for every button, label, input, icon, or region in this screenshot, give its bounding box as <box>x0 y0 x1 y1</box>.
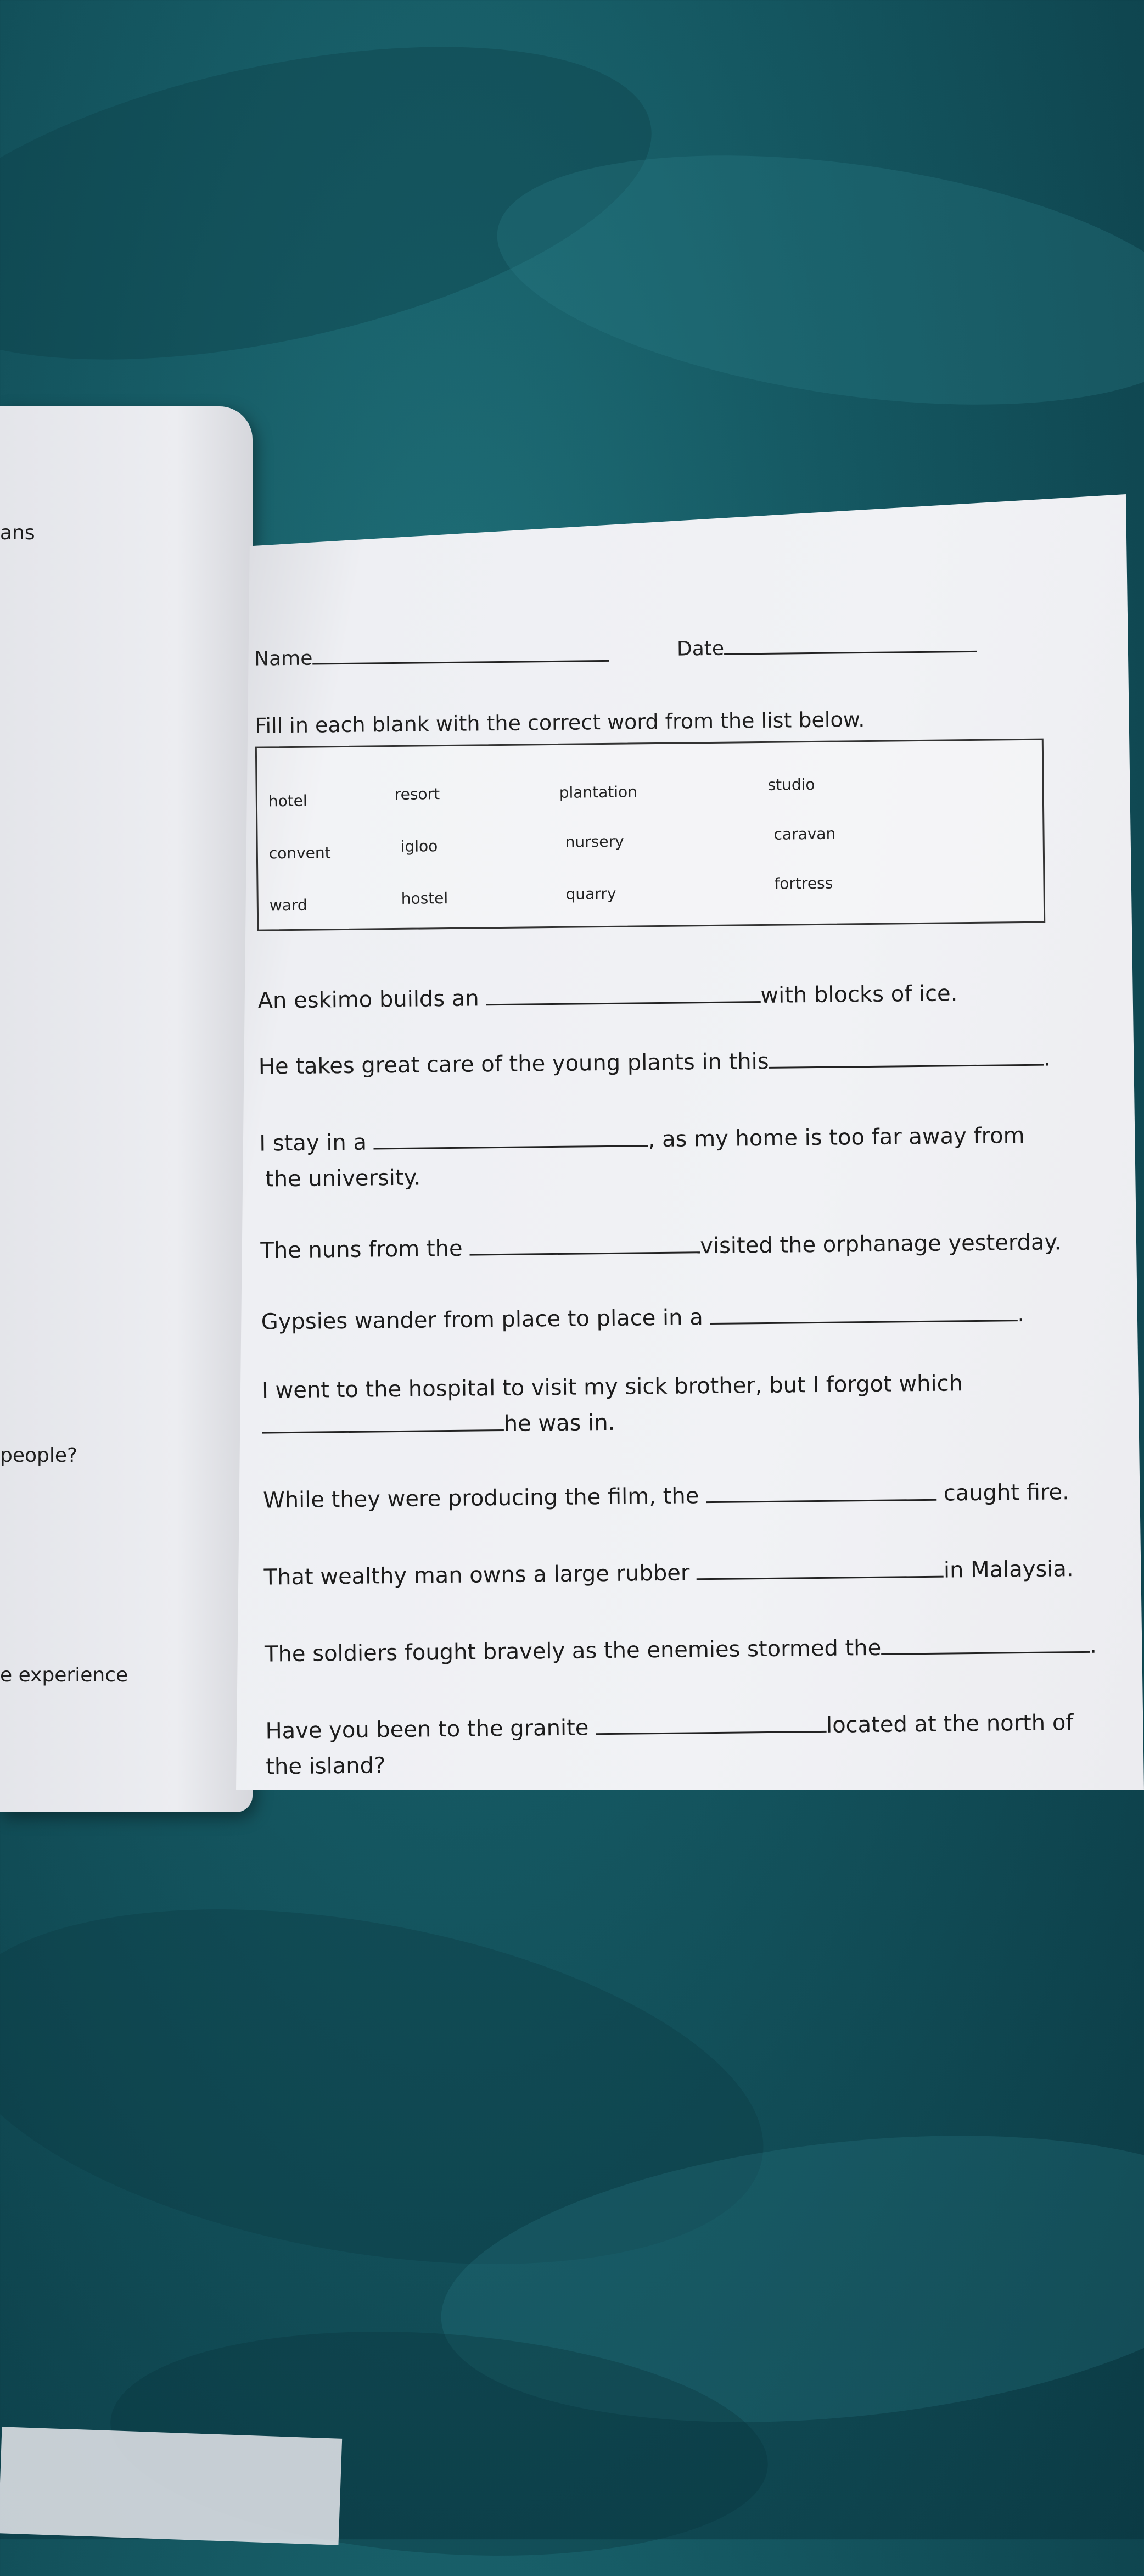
word-list-item: hotel <box>268 791 307 811</box>
sentence-text: He takes great care of the young plants in this <box>258 1048 769 1080</box>
word-list-item: caravan <box>773 824 836 843</box>
sentence-text: That wealthy man owns a large rubber <box>263 1560 690 1590</box>
sentence-text: caught fire. <box>943 1479 1070 1506</box>
sentence-text: . <box>1017 1301 1025 1327</box>
word-list-item: convent <box>268 843 331 863</box>
word-list-item: studio <box>767 775 815 794</box>
answer-blank <box>706 1499 936 1503</box>
answer-blank <box>486 1001 761 1005</box>
sentence-7 <box>263 1479 1069 1513</box>
name-field <box>254 644 609 670</box>
answer-blank <box>697 1575 944 1580</box>
word-list-item: fortress <box>774 874 833 893</box>
left-page-fragment: ans <box>0 522 35 544</box>
sentence-8 <box>263 1556 1073 1590</box>
sentence-1 <box>257 981 957 1013</box>
sentence-6: I went to the hospital to visit my sick brother, but I forgot which <box>261 1371 963 1404</box>
word-list-item: hostel <box>401 889 448 908</box>
answer-blank <box>374 1144 648 1149</box>
sentence-text: Gypsies wander from place to place in a <box>261 1305 703 1335</box>
sentence-text: located at the north of <box>826 1710 1074 1738</box>
sentence-text: . <box>1089 1633 1097 1658</box>
sentence-4 <box>260 1230 1061 1263</box>
sentence-text: visited the orphanage yesterday. <box>700 1230 1062 1259</box>
date-blank <box>724 650 977 655</box>
word-list-item: igloo <box>400 837 438 856</box>
sentence-6-line-2 <box>262 1410 615 1439</box>
sentence-text: , as my home is too far away from <box>648 1123 1025 1153</box>
sentence-text: in Malaysia. <box>943 1556 1074 1583</box>
answer-blank <box>596 1730 826 1735</box>
sentence-5 <box>261 1301 1025 1335</box>
sentence-text: An eskimo builds an <box>257 986 479 1014</box>
sentence-3 <box>259 1123 1025 1156</box>
word-list-item: plantation <box>559 783 638 802</box>
left-page-fragment: e experience <box>0 1664 128 1686</box>
underlying-page-corner <box>0 2427 342 2545</box>
sentence-2 <box>259 1046 1051 1080</box>
sentence-text: he was in. <box>503 1410 615 1437</box>
answer-blank <box>262 1429 504 1434</box>
word-list-item: nursery <box>565 832 624 851</box>
sentence-text: . <box>1043 1046 1051 1071</box>
word-list-item: ward <box>269 896 307 915</box>
left-facing-page <box>0 406 253 1812</box>
sentence-10 <box>265 1710 1073 1744</box>
name-label: Name <box>254 647 313 670</box>
worksheet-content <box>236 485 1144 1790</box>
sentence-text: The soldiers fought bravely as the enemies stormed the <box>264 1635 882 1667</box>
date-field <box>677 635 977 661</box>
sentence-3-line-2: the university. <box>265 1165 421 1192</box>
word-list-box <box>255 739 1045 931</box>
date-label: Date <box>676 637 725 661</box>
sentence-9 <box>265 1633 1097 1667</box>
sentence-text: While they were producing the film, the <box>262 1483 699 1513</box>
sentence-text: The nuns from the <box>260 1236 463 1264</box>
sentence-text: with blocks of ice. <box>760 981 958 1009</box>
sentence-text: I stay in a <box>259 1130 367 1156</box>
answer-blank <box>469 1251 700 1255</box>
sentence-10-line-2: the island? <box>266 1753 386 1780</box>
answer-blank <box>881 1651 1090 1655</box>
answer-blank <box>710 1319 1018 1325</box>
word-list-item: quarry <box>565 884 616 903</box>
answer-blank <box>769 1064 1044 1069</box>
word-list-item: resort <box>394 785 440 804</box>
sentence-text: Have you been to the granite <box>265 1715 589 1744</box>
instruction-text: Fill in each blank with the correct word from the list below. <box>255 707 865 738</box>
name-blank <box>312 660 609 665</box>
left-page-fragment: people? <box>0 1444 78 1467</box>
